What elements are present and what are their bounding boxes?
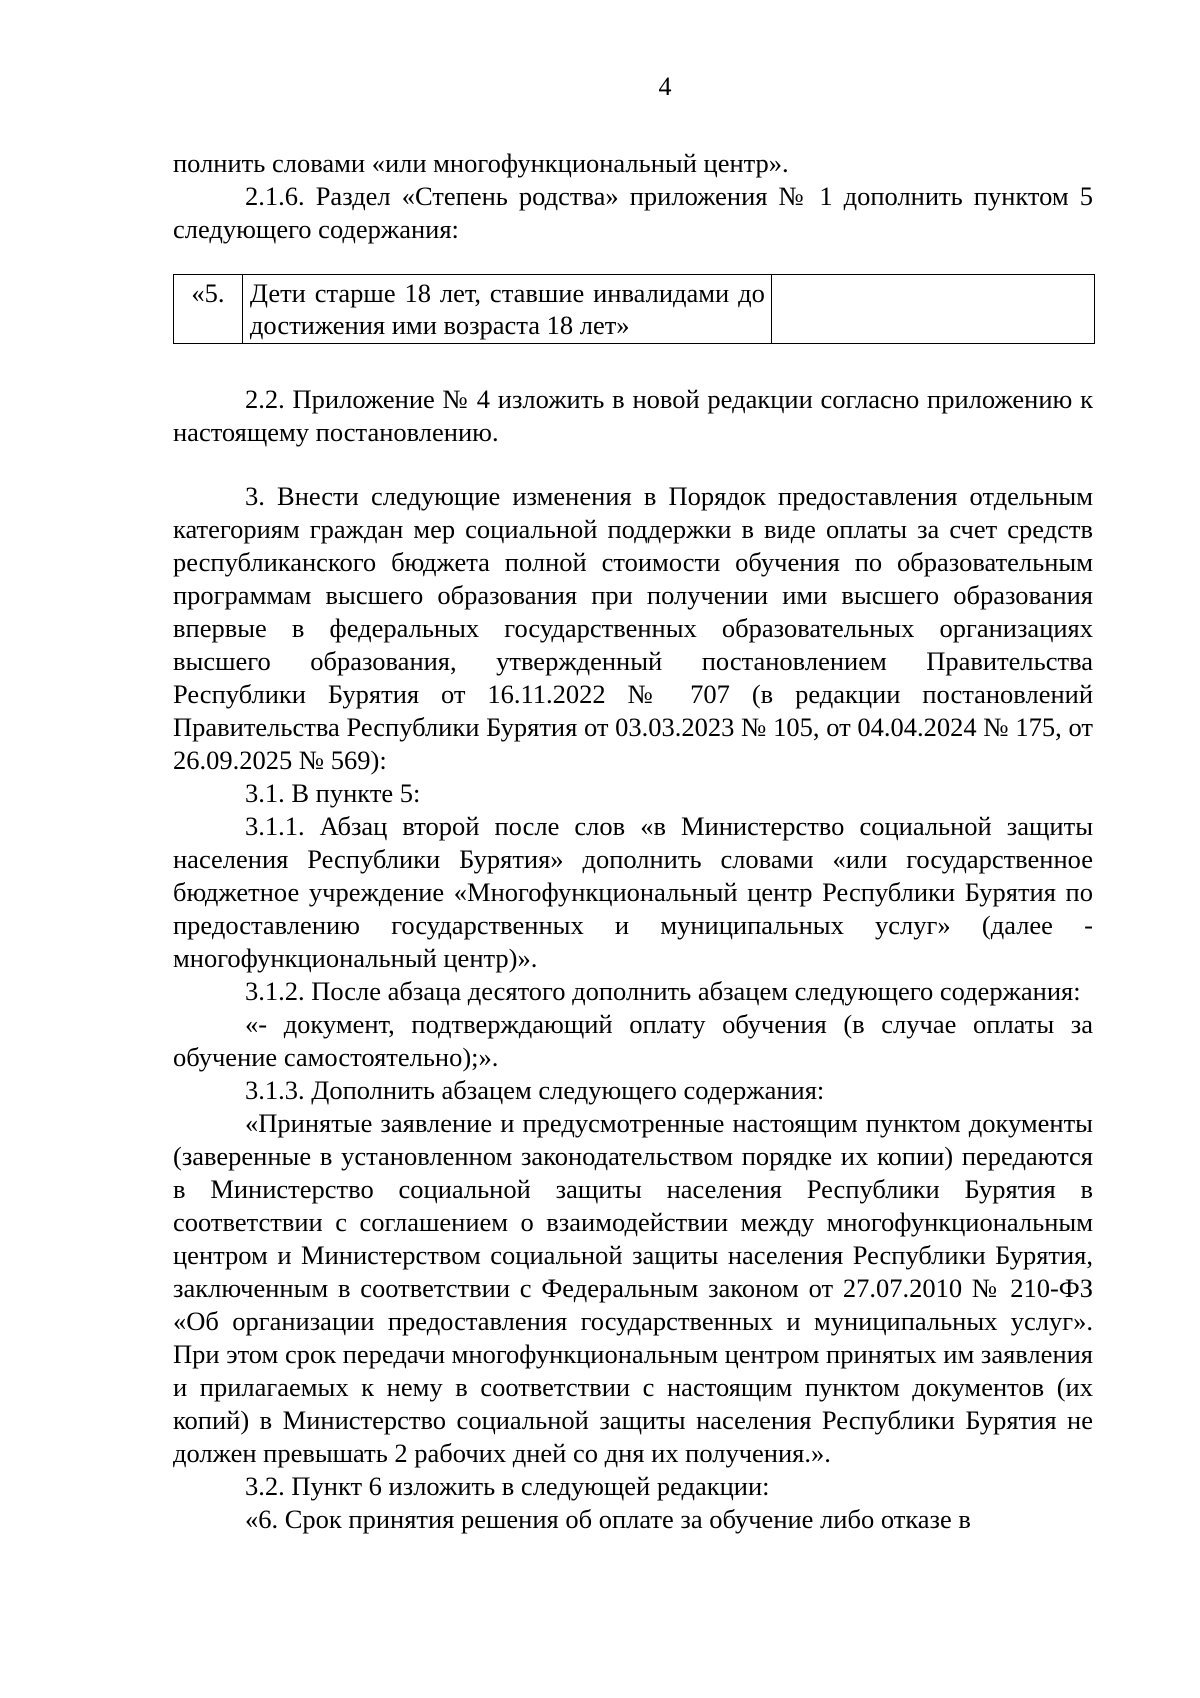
paragraph: 2.2. Приложение № 4 изложить в новой редакции согласно приложению к настоящему постановлению. <box>173 384 1093 447</box>
paragraph: 2.1.6. Раздел «Степень родства» приложения № 1 дополнить пунктом 5 следующего содержания: <box>173 181 1093 244</box>
text-block-top <box>173 147 1093 246</box>
paragraph: 3.1.1. Абзац второй после слов «в Министерство социальной защиты населения Республики Бурятия» дополнить словами «или государственное бюджетное учреждение «Многофункциональный центр Республики Бурятия по предоставлению государственных и муниципальных услуг» (далее - многофункциональный центр)». <box>173 811 1093 973</box>
paragraph: 3. Внести следующие изменения в Порядок предоставления отдельным категориям граждан мер социальной поддержки в виде оплаты за счет средств республиканского бюджета полной стоимости обучения по образовательным программам высшего образования при получении ими высшего образования впервые в федеральных государственных образовательных организациях высшего образования, утвержденный постановлением Правительства Республики Бурятия от 16.11.2022 № 707 (в редакции постановлений Правительства Республики Бурятия от 03.03.2023 № 105, от 04.04.2024 № 175, от 26.09.2025 № 569): <box>173 481 1093 775</box>
kinship-table <box>173 274 1095 344</box>
paragraph: «6. Срок принятия решения об оплате за обучение либо отказе в <box>245 1504 971 1534</box>
paragraph: «Принятые заявление и предусмотренные настоящим пунктом документы (заверенные в установленном законодательством порядке их копии) передаются в Министерство социальной защиты населения Республики Бурятия в соответствии с соглашением о взаимодействии между многофункциональным центром и Министерством социальной защиты населения Республики Бурятия, заключенным в соответствии с Федеральным законом от 27.07.2010 № 210-ФЗ «Об организации предоставления государственных и муниципальных услуг». При этом срок передачи многофункциональным центром принятых им заявления и прилагаемых к нему в соответствии с настоящим пунктом документов (их копий) в Министерство социальной защиты населения Республики Бурятия не должен превышать 2 рабочих дней со дня их получения.». <box>173 1108 1093 1468</box>
table-cell-number: «5. <box>174 275 243 344</box>
paragraph: 3.1.2. После абзаца десятого дополнить абзацем следующего содержания: <box>245 976 1081 1006</box>
table-cell-text: Дети старше 18 лет, ставшие инвалидами до достижения ими возраста 18 лет» <box>242 275 771 344</box>
page-number: 4 <box>658 72 672 101</box>
paragraph: 3.2. Пункт 6 изложить в следующей редакции: <box>245 1471 770 1501</box>
table-row <box>174 275 1095 344</box>
paragraph: «- документ, подтверждающий оплату обучения (в случае оплаты за обучение самостоятельно);». <box>173 1009 1093 1072</box>
paragraph: полнить словами «или многофункциональный центр». <box>173 148 789 178</box>
text-block-section-2-2 <box>173 383 1093 449</box>
paragraph: 3.1.3. Дополнить абзацем следующего содержания: <box>245 1075 825 1105</box>
text-block-section-3 <box>173 480 1093 1536</box>
table-cell-empty <box>771 275 1094 344</box>
paragraph: 3.1. В пункте 5: <box>245 778 421 808</box>
